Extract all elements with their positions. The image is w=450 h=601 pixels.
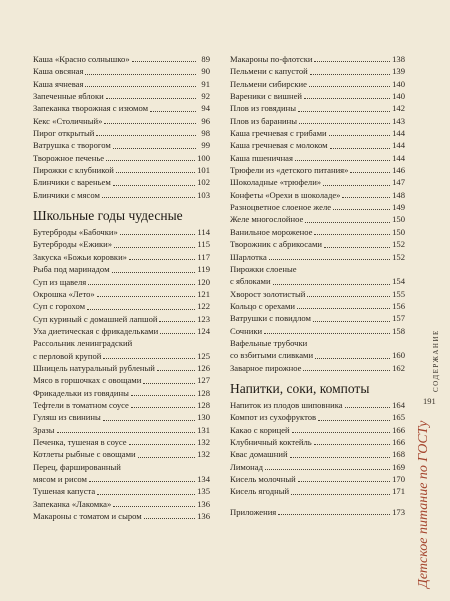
toc-entry — [230, 300, 405, 312]
toc-entry — [230, 139, 405, 151]
toc-entry-title: Разноцветное слоеное желе — [230, 202, 332, 213]
toc-entry-page: 139 — [392, 66, 405, 77]
toc-entry-title: Каша гречневая с грибами — [230, 128, 327, 139]
toc-entry — [230, 53, 405, 65]
toc-entry-page: 140 — [392, 78, 405, 89]
toc-entry-page: 144 — [392, 140, 405, 151]
dot-leader — [103, 358, 195, 359]
toc-entry-title: Желе многослойное — [230, 214, 304, 225]
toc-entry-title: Ванильное мороженое — [230, 226, 313, 237]
dot-leader — [290, 457, 391, 458]
toc-entry — [33, 313, 210, 325]
toc-entry-page: 96 — [201, 115, 210, 126]
toc-entry-page: 123 — [197, 313, 210, 324]
toc-entry-title: Шоколадные «трюфели» — [230, 177, 322, 188]
toc-entry — [33, 350, 210, 362]
dot-leader — [303, 370, 390, 371]
dot-leader — [323, 185, 390, 186]
dot-leader — [309, 86, 390, 87]
dot-leader — [113, 148, 196, 149]
toc-entry-title: Шницель натуральный рубленый — [33, 362, 155, 373]
toc-entry-page: 128 — [197, 399, 210, 410]
toc-entry-page: 170 — [392, 474, 405, 484]
toc-entry-title: Плов из говядины — [230, 103, 296, 114]
toc-entry-title: Тефтели в томатном соусе — [33, 399, 129, 410]
toc-entry — [230, 152, 405, 164]
toc-entry-page: 152 — [392, 251, 405, 262]
dot-leader — [132, 61, 196, 62]
toc-entry — [33, 78, 210, 90]
toc-entry-page: 101 — [197, 165, 210, 176]
dot-leader — [114, 247, 195, 248]
dot-leader — [324, 247, 390, 248]
toc-entry — [33, 337, 210, 349]
page-sidebar — [410, 329, 444, 590]
toc-entry-page: 132 — [197, 449, 210, 460]
toc-entry — [33, 424, 210, 436]
dot-leader — [314, 444, 390, 445]
toc-entry — [230, 411, 405, 423]
toc-entry — [230, 337, 405, 349]
toc-entry — [33, 288, 210, 300]
toc-entry-page: 166 — [392, 424, 405, 435]
toc-entry-title: Каша овсяная — [33, 66, 84, 77]
toc-entry-page: 152 — [392, 239, 405, 250]
toc-entry-page: 91 — [201, 78, 210, 89]
toc-entry-page: 164 — [392, 399, 405, 410]
toc-entry-title: Бутерброды «Бабочки» — [33, 227, 118, 238]
toc-entry — [33, 263, 210, 275]
toc-entry-page: 98 — [201, 128, 210, 139]
toc-entry-title: Ватрушка с творогом — [33, 140, 111, 151]
dot-leader — [273, 284, 391, 285]
dot-leader — [157, 370, 195, 371]
dot-leader — [129, 444, 196, 445]
toc-entry-page: 125 — [197, 350, 210, 361]
toc-entry-page: 136 — [197, 498, 210, 509]
toc-entry — [33, 387, 210, 399]
toc-entry-title: Печенка, тушеная в соусе — [33, 436, 127, 447]
toc-entry — [33, 485, 210, 497]
toc-entry — [33, 325, 210, 337]
toc-entry — [230, 436, 405, 448]
toc-left-column — [33, 53, 210, 522]
toc-entry-page: 142 — [392, 103, 405, 114]
toc-entry-title: Окрошка «Лето» — [33, 288, 95, 299]
toc-entry — [230, 201, 405, 213]
toc-entry-page: 155 — [392, 288, 405, 299]
toc-entry — [33, 411, 210, 423]
toc-entry — [230, 176, 405, 188]
dot-leader — [138, 457, 195, 458]
dot-leader — [305, 222, 390, 223]
toc-entry-page: 146 — [392, 165, 405, 176]
dot-leader — [57, 432, 196, 433]
toc-entry-page: 171 — [392, 486, 405, 497]
toc-entry-title: Макароны с томатом и сыром — [33, 511, 142, 522]
toc-entry-title: с яблоками — [230, 276, 271, 287]
toc-entry-page: 158 — [392, 325, 405, 336]
dot-leader — [295, 160, 390, 161]
dot-leader — [299, 123, 390, 124]
dot-leader — [310, 74, 390, 75]
book-series-title: Детское питание по ГОСТу — [416, 420, 431, 588]
toc-entry — [230, 275, 405, 287]
dot-leader — [112, 272, 196, 273]
toc-entry — [33, 251, 210, 263]
dot-leader — [143, 383, 195, 384]
toc-entry-title: Пирожки с клубникой — [33, 165, 114, 176]
dot-leader — [106, 98, 196, 99]
toc-entry-page: 150 — [392, 214, 405, 225]
toc-entry — [230, 473, 405, 485]
toc-entry — [33, 102, 210, 114]
toc-entry-title: Уха диетическая с фрикадельками — [33, 325, 159, 336]
toc-entry-title: Котлеты рыбные с овощами — [33, 449, 136, 460]
toc-entry-title: Мясо в горшочках с овощами — [33, 375, 142, 386]
dot-leader — [342, 197, 390, 198]
toc-entry-title: Макароны по-флотски — [230, 54, 313, 64]
dot-leader — [307, 296, 390, 297]
dot-leader — [150, 111, 196, 112]
toc-entry-page: 90 — [201, 66, 210, 77]
dot-leader — [106, 160, 195, 161]
dot-leader — [113, 185, 195, 186]
dot-leader — [87, 309, 195, 310]
toc-entry — [230, 115, 405, 127]
toc-entry — [33, 115, 210, 127]
dot-leader — [97, 296, 195, 297]
toc-entry-title: Хворост золотистый — [230, 288, 306, 299]
toc-entry-page: 150 — [392, 226, 405, 237]
toc-entry — [33, 189, 210, 201]
toc-entry — [230, 448, 405, 460]
toc-entry-page: 89 — [201, 54, 210, 64]
toc-entry-page: 140 — [392, 91, 405, 102]
dot-leader — [97, 494, 195, 495]
toc-entry-page: 138 — [392, 54, 405, 64]
dot-leader — [333, 209, 390, 210]
toc-entry — [230, 164, 405, 176]
toc-entry-page: 148 — [392, 189, 405, 200]
dot-leader — [88, 284, 195, 285]
toc-entry-page: 149 — [392, 202, 405, 213]
toc-entry-page: 94 — [201, 103, 210, 114]
toc-entry-title: Закуска «Божьи коровки» — [33, 251, 127, 262]
toc-entry-title: Каша пшеничная — [230, 152, 293, 163]
toc-entry-title: Гуляш из свинины — [33, 412, 101, 423]
toc-entry-page: 135 — [197, 486, 210, 497]
toc-entry-title: Кекс «Столичный» — [33, 115, 103, 126]
toc-entry-page: 134 — [197, 474, 210, 484]
dot-leader — [330, 148, 391, 149]
toc-entry — [33, 127, 210, 139]
toc-entry — [33, 399, 210, 411]
dot-leader — [298, 481, 390, 482]
toc-entry-page: 173 — [392, 506, 405, 517]
toc-entry — [33, 448, 210, 460]
toc-entry-title: Сочники — [230, 325, 263, 336]
dot-leader — [120, 234, 196, 235]
toc-entry — [33, 90, 210, 102]
toc-entry-title: Шарлотка — [230, 251, 267, 262]
toc-entry — [230, 78, 405, 90]
dot-leader — [131, 395, 195, 396]
dot-leader — [102, 197, 195, 198]
toc-entry-title: Фрикадельки из говядины — [33, 387, 129, 398]
page-number: 191 — [423, 396, 436, 406]
dot-leader — [350, 172, 390, 173]
toc-entry-title: Суп с горохом — [33, 301, 86, 312]
toc-entry-page: 127 — [197, 375, 210, 386]
toc-entry-title: Трюфели из «детского питания» — [230, 165, 349, 176]
toc-entry-page: 119 — [197, 264, 210, 275]
toc-entry-page: 132 — [197, 436, 210, 447]
toc-entry — [33, 498, 210, 510]
toc-entry-title: Бутерброды «Ежики» — [33, 239, 113, 250]
dot-leader — [318, 420, 390, 421]
toc-entry — [230, 90, 405, 102]
toc-entry-title: Приложения — [230, 506, 277, 517]
toc-entry — [230, 226, 405, 238]
toc-entry-page: 144 — [392, 152, 405, 163]
toc-entry — [230, 127, 405, 139]
toc-entry-title: Блинчики с мясом — [33, 189, 100, 200]
dot-leader — [159, 321, 195, 322]
dot-leader — [113, 506, 195, 507]
toc-entry — [230, 65, 405, 77]
toc-entry — [33, 374, 210, 386]
toc-entry-page: 166 — [392, 436, 405, 447]
toc-entry — [33, 276, 210, 288]
toc-entry-page: 157 — [392, 313, 405, 324]
toc-entry-page: 126 — [197, 362, 210, 373]
toc-entry — [230, 238, 405, 250]
toc-entry-page: 130 — [197, 412, 210, 423]
toc-entry — [33, 238, 210, 250]
toc-entry-title: Каша «Красно солнышко» — [33, 54, 130, 64]
toc-entry-title: Кольцо с орехами — [230, 300, 296, 311]
toc-entry — [33, 164, 210, 176]
toc-entry — [230, 189, 405, 201]
toc-entry-page: 143 — [392, 115, 405, 126]
toc-entry — [33, 473, 210, 485]
toc-entry-title: Кисель молочный — [230, 474, 296, 484]
toc-entry-title: Вареники с вишней — [230, 91, 303, 102]
toc-entry-title: Зразы — [33, 424, 55, 435]
toc-entry-title: Каша ячневая — [33, 78, 84, 89]
toc-entry-title: Плов из баранины — [230, 115, 298, 126]
toc-entry-title: Заварное пирожное — [230, 362, 302, 373]
dot-leader — [116, 172, 195, 173]
toc-entry-page: 156 — [392, 300, 405, 311]
toc-entry-title: Пельмени с капустой — [230, 66, 308, 77]
dot-leader — [85, 74, 196, 75]
dot-leader — [298, 111, 390, 112]
toc-entry-title: мясом и рисом — [33, 474, 87, 484]
toc-entry-title: Компот из сухофруктов — [230, 412, 317, 423]
toc-right-column — [230, 53, 405, 518]
toc-entry-title: Блинчики с вареньем — [33, 177, 111, 188]
dot-leader — [85, 86, 196, 87]
toc-entry-page: 136 — [197, 511, 210, 522]
toc-entry-page: 131 — [197, 424, 210, 435]
toc-entry-title: Пельмени сибирские — [230, 78, 307, 89]
toc-entry-title: Пирог открытый — [33, 128, 95, 139]
toc-entry — [230, 399, 405, 411]
toc-entry — [230, 362, 405, 374]
toc-entry — [33, 65, 210, 77]
toc-entry — [230, 485, 405, 497]
toc-entry — [230, 424, 405, 436]
dot-leader — [329, 135, 390, 136]
dot-leader — [297, 308, 390, 309]
toc-entry-title: Рыба под маринадом — [33, 264, 110, 275]
dot-leader — [278, 514, 390, 515]
toc-entry-page: 154 — [392, 276, 405, 287]
dot-leader — [131, 407, 195, 408]
toc-entry-title: со взбитыми сливками — [230, 350, 314, 361]
toc-entry — [230, 102, 405, 114]
toc-entry-title: Суп из щавеля — [33, 276, 87, 287]
dot-leader — [292, 432, 390, 433]
section-heading: Напитки, соки, компоты — [230, 380, 370, 396]
toc-entry — [33, 53, 210, 65]
toc-entry-title: Кисель ягодный — [230, 486, 290, 497]
toc-entry — [33, 176, 210, 188]
dot-leader — [129, 259, 195, 260]
toc-entry — [33, 436, 210, 448]
toc-entry-title: с перловой крупой — [33, 350, 102, 361]
toc-entry-title: Конфеты «Орехи в шоколаде» — [230, 189, 341, 200]
dot-leader — [345, 407, 391, 408]
toc-entry-title: Ватрушки с повидлом — [230, 313, 311, 324]
toc-entry-title: Рассольник ленинградский — [33, 338, 133, 349]
dot-leader — [291, 494, 390, 495]
toc-entry — [33, 510, 210, 522]
toc-entry-title: Творожное печенье — [33, 152, 105, 163]
toc-entry — [230, 349, 405, 361]
toc-entry-title: Творожник с абрикосами — [230, 239, 323, 250]
dot-leader — [269, 259, 390, 260]
toc-entry-title: Какао с корицей — [230, 424, 290, 435]
dot-leader — [96, 135, 196, 136]
toc-entry-page: 165 — [392, 412, 405, 423]
toc-entry-title: Лимонад — [230, 461, 263, 472]
toc-entry-page: 103 — [197, 189, 210, 200]
toc-entry-page: 168 — [392, 449, 405, 460]
dot-leader — [304, 98, 390, 99]
toc-entry-title: Запеканка творожная с изюмом — [33, 103, 149, 114]
toc-entry — [33, 362, 210, 374]
toc-entry-page: 121 — [197, 288, 210, 299]
toc-entry-title: Тушеная капуста — [33, 486, 96, 497]
toc-entry-page: 128 — [197, 387, 210, 398]
toc-entry — [33, 226, 210, 238]
dot-leader — [160, 333, 195, 334]
toc-entry-page: 120 — [197, 276, 210, 287]
toc-entry-page: 99 — [201, 140, 210, 151]
toc-entry-page: 92 — [201, 91, 210, 102]
toc-entry-title: Вафельные трубочки — [230, 337, 308, 348]
section-label: СОДЕРЖАНИЕ — [432, 329, 440, 392]
section-heading: Школьные годы чудесные — [33, 208, 183, 224]
toc-entry-page: 122 — [197, 301, 210, 312]
toc-entry-title: Запеченные яблоки — [33, 91, 104, 102]
dot-leader — [265, 469, 390, 470]
toc-entry — [33, 461, 210, 473]
toc-entry-title: Клубничный коктейль — [230, 436, 312, 447]
toc-entry-page: 147 — [392, 177, 405, 188]
toc-entry-title: Пирожки слоеные — [230, 263, 297, 274]
toc-entry — [230, 461, 405, 473]
toc-entry — [33, 300, 210, 312]
toc-entry — [230, 263, 405, 275]
toc-entry — [230, 213, 405, 225]
toc-entry — [230, 251, 405, 263]
toc-entry — [230, 506, 405, 518]
toc-entry-title: Квас домашний — [230, 449, 288, 460]
toc-entry-page: 102 — [197, 177, 210, 188]
toc-entry-title: Запеканка «Лакомка» — [33, 498, 112, 509]
toc-entry-page: 115 — [197, 239, 210, 250]
dot-leader — [314, 234, 390, 235]
toc-entry-page: 124 — [197, 325, 210, 336]
toc-entry-page: 160 — [392, 350, 405, 361]
dot-leader — [103, 420, 195, 421]
toc-entry — [230, 312, 405, 324]
dot-leader — [314, 61, 390, 62]
dot-leader — [313, 321, 390, 322]
toc-entry-page: 114 — [197, 227, 210, 238]
dot-leader — [315, 358, 390, 359]
toc-entry — [33, 139, 210, 151]
dot-leader — [104, 123, 196, 124]
toc-entry-page: 100 — [197, 152, 210, 163]
toc-entry — [33, 152, 210, 164]
toc-entry-title: Суп куриный с домашней лапшой — [33, 313, 158, 324]
toc-entry — [230, 325, 405, 337]
toc-entry-title: Напиток из плодов шиповника — [230, 399, 343, 410]
toc-entry-page: 162 — [392, 362, 405, 373]
toc-entry-page: 169 — [392, 461, 405, 472]
dot-leader — [264, 333, 390, 334]
toc-entry-title: Каша гречневая с молоком — [230, 140, 328, 151]
dot-leader — [89, 481, 195, 482]
toc-entry — [230, 288, 405, 300]
toc-entry-page: 144 — [392, 128, 405, 139]
dot-leader — [144, 518, 195, 519]
toc-entry-title: Перец, фаршированный — [33, 461, 121, 472]
toc-entry-page: 117 — [197, 251, 210, 262]
